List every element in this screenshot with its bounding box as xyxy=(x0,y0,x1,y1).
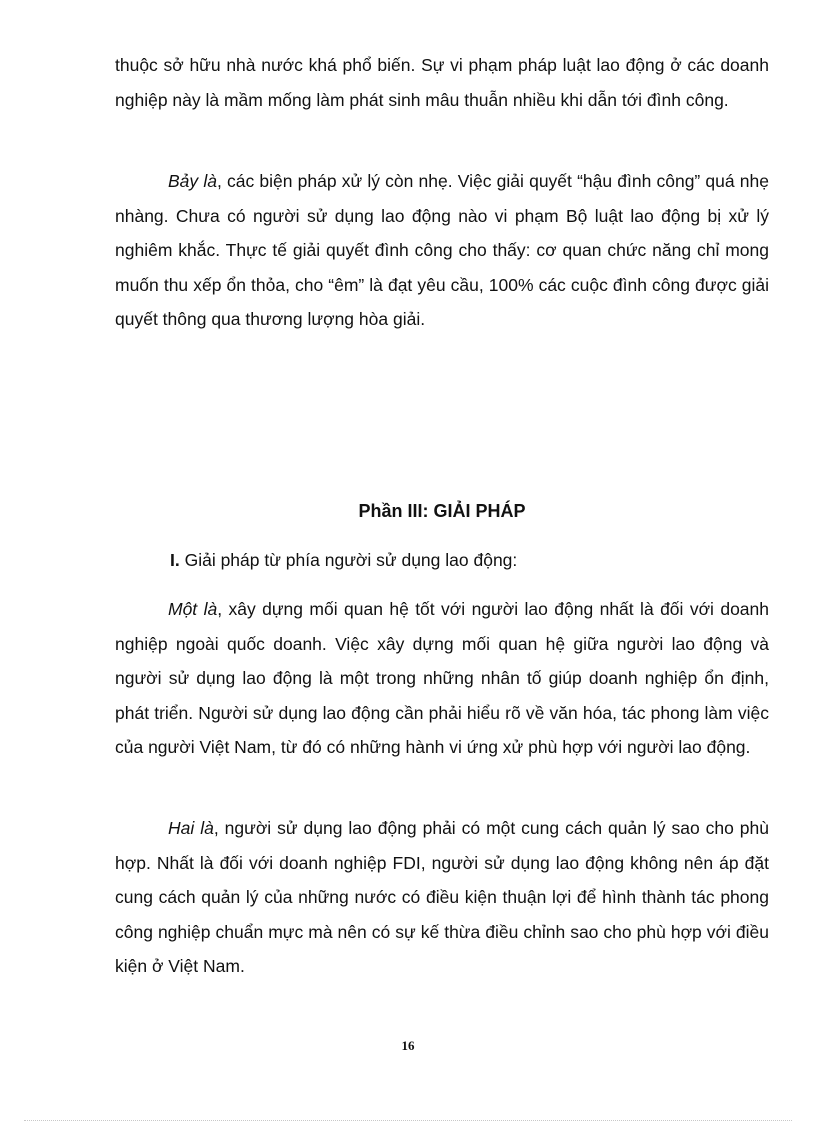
paragraph-text: , xây dựng mối quan hệ tốt với người lao động nhất là đối với doanh nghiệp ngoài quốc doanh. Việc xây dựng mối quan hệ giữa người lao động và người sử dụng lao động là một trong những nhân tố giúp doanh nghiệp ổn định, phát triển. Người sử dụng lao động cần phải hiểu rõ về văn hóa, tác phong làm việc của người Việt Nam, từ đó có những hành vi ứng xử phù hợp với người lao động. xyxy=(115,599,770,758)
subsection-heading xyxy=(170,545,517,575)
page-bottom-divider xyxy=(24,1120,792,1121)
subsection-number: I. xyxy=(170,550,180,570)
paragraph-continuation xyxy=(115,48,769,117)
paragraph-text: thuộc sở hữu nhà nước khá phổ biến. Sự vi phạm pháp luật lao động ở các doanh nghiệp này là mầm mống làm phát sinh mâu thuẫn nhiều khi dẫn tới đình công. xyxy=(115,55,769,110)
paragraph-lead: Bảy là xyxy=(168,171,217,191)
page-number: 16 xyxy=(401,1038,415,1053)
paragraph-lead: Hai là xyxy=(168,818,214,838)
paragraph-mot-la xyxy=(115,592,769,765)
paragraph-text: , các biện pháp xử lý còn nhẹ. Việc giải quyết “hậu đình công” quá nhẹ nhàng. Chưa có người sử dụng lao động nào vi phạm Bộ luật lao động bị xử lý nghiêm khắc. Thực tế giải quyết đình công cho thấy: cơ quan chức năng chỉ mong muốn thu xếp ổn thỏa, cho “êm” là đạt yêu cầu, 100% các cuộc đình công được giải quyết thông qua thương lượng hòa giải. xyxy=(115,171,769,330)
paragraph-lead: Một là xyxy=(168,599,218,619)
paragraph-text: , người sử dụng lao động phải có một cung cách quản lý sao cho phù hợp. Nhất là đối với doanh nghiệp FDI, người sử dụng lao động không nên áp đặt cung cách quản lý của những nước có điều kiện thuận lợi để hình thành tác phong công nghiệp chuẩn mực mà nên có sự kế thừa điều chỉnh sao cho phù hợp với điều kiện ở Việt Nam. xyxy=(115,818,769,977)
subsection-title: Giải pháp từ phía người sử dụng lao động: xyxy=(179,550,518,570)
paragraph-hai-la xyxy=(115,811,769,984)
paragraph-bay-la xyxy=(115,164,769,337)
section-heading: Phần III: GIẢI PHÁP xyxy=(358,501,526,521)
